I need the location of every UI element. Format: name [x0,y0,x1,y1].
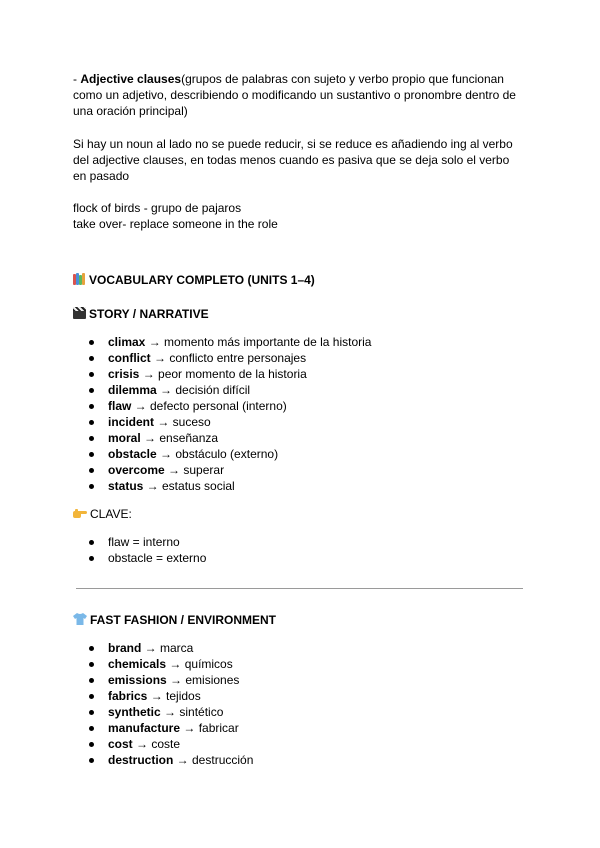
bullet-dot [89,420,94,425]
vocab-item [108,382,250,398]
vocab-item [108,656,233,672]
vocab-definition: → estatus social [143,479,235,493]
vocab-term: fabrics [108,689,148,703]
clave-item: flaw = interno [108,535,180,549]
note-take-over: take over- replace someone in the role [73,217,278,231]
bullet-dot [89,468,94,473]
vocab-term: conflict [108,351,151,365]
vocab-item [108,350,306,366]
vocab-definition: → suceso [154,415,211,429]
vocabulary-heading-text: VOCABULARY COMPLETO (UNITS 1–4) [89,273,315,287]
bullet-dot [89,388,94,393]
vocab-term: cost [108,737,133,751]
vocab-term: chemicals [108,657,167,671]
bullet-dot [89,452,94,457]
vocab-item [108,720,239,736]
note-flock-of-birds: flock of birds - grupo de pajaros [73,201,242,215]
vocab-term: emissions [108,673,167,687]
books-icon [73,273,86,285]
clave-item: obstacle = externo [108,551,207,565]
story-heading [73,306,209,322]
bullet-dot [89,726,94,731]
bullet-dot [89,404,94,409]
bullet-dot [89,678,94,683]
vocab-term: manufacture [108,721,181,735]
vocab-definition: → tejidos [147,689,201,703]
bullet-dot [89,356,94,361]
vocab-item [108,462,224,478]
bullet-dot [89,540,94,545]
vocab-definition: → defecto personal (interno) [131,399,287,413]
vocab-term: moral [108,431,141,445]
fashion-heading [73,612,276,628]
clave-label-line [73,506,132,522]
clave-label: CLAVE: [90,507,132,521]
vocab-definition: → marca [141,641,194,655]
vocab-item [108,398,287,414]
vocab-definition: → coste [132,737,181,751]
clapper-board-icon [73,307,86,319]
vocab-item [108,334,371,350]
vocab-term: incident [108,415,155,429]
bullet-dot [89,340,94,345]
intro-line-1 [73,71,504,87]
vocabulary-heading [73,272,315,288]
bullet-dot [89,484,94,489]
vocab-item [108,736,180,752]
vocab-definition: → conflicto entre personajes [150,351,307,365]
vocab-definition: → emisiones [166,673,240,687]
vocab-item [108,430,218,446]
bullet-dot [89,372,94,377]
vocab-item [108,672,239,688]
vocab-item [108,478,235,494]
vocab-definition: → superar [164,463,225,477]
vocab-item [108,446,278,462]
vocab-term: brand [108,641,142,655]
intro-line-3: una oración principal) [73,104,188,118]
fashion-heading-text: FAST FASHION / ENVIRONMENT [90,613,277,627]
bullet-dot [89,742,94,747]
vocab-definition: → peor momento de la historia [139,367,307,381]
vocab-term: overcome [108,463,165,477]
vocab-item [108,640,193,656]
vocab-definition: → destrucción [173,753,254,767]
vocab-term: dilemma [108,383,157,397]
vocab-term: destruction [108,753,174,767]
rule-line-2: del adjective clauses, en todas menos cuando es pasiva que se deja solo el verbo [73,153,510,167]
story-heading-text: STORY / NARRATIVE [89,307,209,321]
pointing-hand-icon [73,507,87,518]
vocab-term: synthetic [108,705,161,719]
vocab-definition: → químicos [166,657,233,671]
vocab-definition: → fabricar [180,721,239,735]
bullet-dot [89,436,94,441]
vocab-definition: → enseñanza [140,431,219,445]
bullet-dot [89,710,94,715]
vocab-item [108,688,201,704]
intro-dash: - [73,72,81,86]
bullet-dot [89,646,94,651]
vocab-definition: → obstáculo (externo) [156,447,279,461]
adjective-clauses-term: Adjective clauses [80,72,182,86]
intro-line-1-rest: (grupos de palabras con sujeto y verbo propio que funcionan [181,72,504,86]
vocab-item [108,752,253,768]
vocab-definition: → sintético [160,705,224,719]
bullet-dot [89,758,94,763]
rule-line-1: Si hay un noun al lado no se puede reducir, si se reduce es añadiendo ing al verbo [73,137,513,151]
vocab-term: obstacle [108,447,157,461]
vocab-item [108,366,307,382]
t-shirt-icon [73,613,87,625]
vocab-term: climax [108,335,146,349]
bullet-dot [89,694,94,699]
vocab-term: status [108,479,144,493]
vocab-term: crisis [108,367,140,381]
bullet-dot [89,556,94,561]
vocab-item [108,414,211,430]
vocab-definition: → momento más importante de la historia [145,335,372,349]
vocab-definition: → decisión difícil [156,383,251,397]
vocab-term: flaw [108,399,132,413]
vocab-item [108,704,223,720]
bullet-dot [89,662,94,667]
rule-line-3: en pasado [73,169,130,183]
section-divider [76,588,523,589]
intro-line-2: como un adjetivo, describiendo o modificando un sustantivo o pronombre dentro de [73,88,516,102]
